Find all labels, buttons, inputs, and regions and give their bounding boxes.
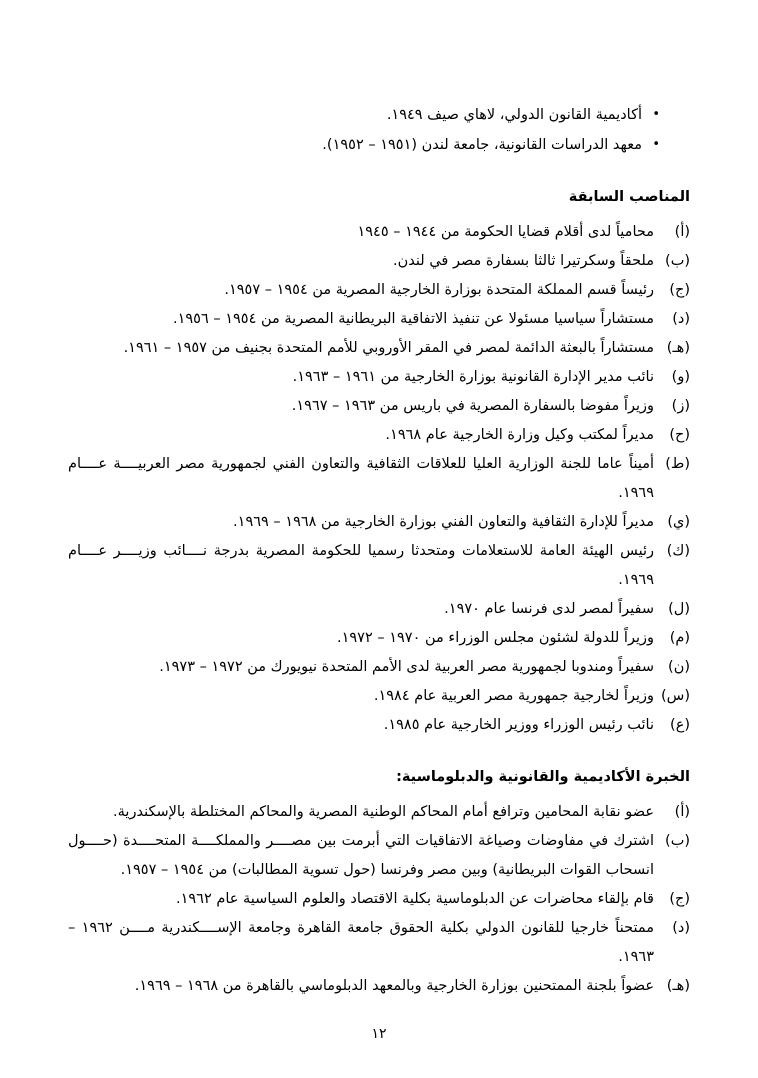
item-marker: (ب) [665, 833, 690, 849]
item-text: مديراً لمكتب وكيل وزارة الخارجية عام ١٩٦٨. [385, 427, 654, 443]
bullet-icon: • [652, 137, 660, 152]
item-text: عضواً بلجنة الممتحنين بوزارة الخارجية وبالمعهد الدبلوماسي بالقاهرة من ١٩٦٨ – ١٩٦٩. [134, 978, 654, 994]
item-text: ممتحناً خارجيا للقانون الدولي بكلية الحقوق جامعة القاهرة وجامعة الإســــكندرية مــــن ١٩٦٢ – ١٩٦٣. [68, 920, 654, 965]
list-item [68, 972, 690, 1001]
list-item [68, 100, 660, 130]
list-item [68, 711, 690, 740]
list-item [68, 247, 690, 276]
item-text: نائب رئيس الوزراء ووزير الخارجية عام ١٩٨٥. [383, 717, 654, 733]
item-marker: (ن) [668, 659, 690, 675]
experience-list [68, 798, 690, 1001]
list-item [68, 914, 690, 972]
item-text: رئيساً قسم المملكة المتحدة بوزارة الخارجية المصرية من ١٩٥٤ – ١٩٥٧. [224, 282, 654, 298]
item-text: اشترك في مفاوضات وصياغة الاتفاقيات التي أبرمت بين مصــــر والمملكــــة المتحــــدة (حــــول انسحاب القوات البريطانية) وبين مصر وفرنسا (حول تسوية المطالبات) من ١٩٥٤ – ١٩٥٧. [68, 833, 654, 878]
item-marker: (ط) [665, 456, 690, 472]
list-item [68, 305, 690, 334]
item-marker: (د) [672, 311, 690, 327]
item-text: محامياً لدى أقلام قضايا الحكومة من ١٩٤٤ – ١٩٤٥ [357, 224, 654, 240]
list-item [68, 798, 690, 827]
item-marker: (م) [669, 630, 690, 646]
item-marker: (أ) [674, 224, 690, 240]
intro-bullet-list [68, 100, 690, 160]
item-text: أميناً عاما للجنة الوزارية العليا للعلاقات الثقافية والتعاون الفني لجمهورية مصر العربيــــة عــــام ١٩٦٩. [68, 456, 654, 501]
item-text: مستشاراً سياسيا مسئولا عن تنفيذ الاتفاقية البريطانية المصرية من ١٩٥٤ – ١٩٥٦. [172, 311, 654, 327]
list-item [68, 885, 690, 914]
list-item [68, 624, 690, 653]
item-text: مستشاراً بالبعثة الدائمة لمصر في المقر الأوروبي للأمم المتحدة بجنيف من ١٩٥٧ – ١٩٦١. [123, 340, 654, 356]
list-item [68, 450, 690, 508]
list-item [68, 334, 690, 363]
item-marker: (ب) [665, 253, 690, 269]
item-text: قام بإلقاء محاضرات عن الدبلوماسية بكلية الاقتصاد والعلوم السياسية عام ١٩٦٢. [175, 891, 654, 907]
item-text: وزيراً للدولة لشئون مجلس الوزراء من ١٩٧٠ – ١٩٧٢. [336, 630, 654, 646]
item-text: مديراً للإدارة الثقافية والتعاون الفني بوزارة الخارجية من ١٩٦٨ – ١٩٦٩. [233, 514, 654, 530]
item-marker: (ز) [671, 398, 690, 414]
page-content [68, 100, 690, 1001]
list-item [68, 363, 690, 392]
item-marker: (ي) [667, 514, 690, 530]
list-item [68, 421, 690, 450]
item-text: عضو نقابة المحامين وترافع أمام المحاكم الوطنية المصرية والمحاكم المختلطة بالإسكندرية. [113, 804, 654, 820]
bullet-text: معهد الدراسات القانونية، جامعة لندن (١٩٥١ – ١٩٥٢). [322, 137, 642, 153]
list-item [68, 218, 690, 247]
list-item [68, 682, 690, 711]
item-marker: (هـ) [666, 978, 690, 994]
section-heading-previous-positions: المناصب السابقة [568, 189, 690, 205]
list-item [68, 827, 690, 885]
list-item [68, 653, 690, 682]
item-text: سفيراً لمصر لدى فرنسا عام ١٩٧٠. [444, 601, 654, 617]
list-item [68, 537, 690, 595]
item-marker: (أ) [674, 804, 690, 820]
item-marker: (ح) [669, 427, 690, 443]
item-text: رئيس الهيئة العامة للاستعلامات ومتحدثا رسميا للحكومة المصرية بدرجة نــــائب وزيــــر عــــام ١٩٦٩. [68, 543, 654, 588]
list-item [68, 392, 690, 421]
list-item [68, 508, 690, 537]
list-item [68, 276, 690, 305]
item-marker: (د) [672, 920, 690, 936]
bullet-icon: • [652, 107, 660, 122]
item-marker: (ع) [670, 717, 690, 733]
item-text: وزيراً لخارجية جمهورية مصر العربية عام ١٩٨٤. [373, 688, 654, 704]
list-item [68, 130, 660, 160]
previous-positions-list [68, 218, 690, 740]
item-marker: (هـ) [666, 340, 690, 356]
item-marker: (ل) [668, 601, 690, 617]
page-number: ١٢ [371, 1026, 387, 1042]
item-marker: (ج) [669, 282, 690, 298]
item-text: ملحقاً وسكرتيرا ثالثا بسفارة مصر في لندن. [393, 253, 654, 269]
item-marker: (س) [660, 688, 690, 704]
item-marker: (ك) [666, 543, 690, 559]
section-heading-experience: الخبرة الأكاديمية والقانونية والدبلوماسية: [396, 769, 690, 785]
item-text: وزيراً مفوضا بالسفارة المصرية في باريس من ١٩٦٣ – ١٩٦٧. [291, 398, 654, 414]
item-text: سفيراً ومندوبا لجمهورية مصر العربية لدى الأمم المتحدة نيويورك من ١٩٧٢ – ١٩٧٣. [159, 659, 654, 675]
item-marker: (و) [671, 369, 690, 385]
list-item [68, 595, 690, 624]
item-text: نائب مدير الإدارة القانونية بوزارة الخارجية من ١٩٦١ – ١٩٦٣. [292, 369, 654, 385]
bullet-text: أكاديمية القانون الدولي، لاهاي صيف ١٩٤٩. [386, 107, 642, 123]
item-marker: (ج) [669, 891, 690, 907]
